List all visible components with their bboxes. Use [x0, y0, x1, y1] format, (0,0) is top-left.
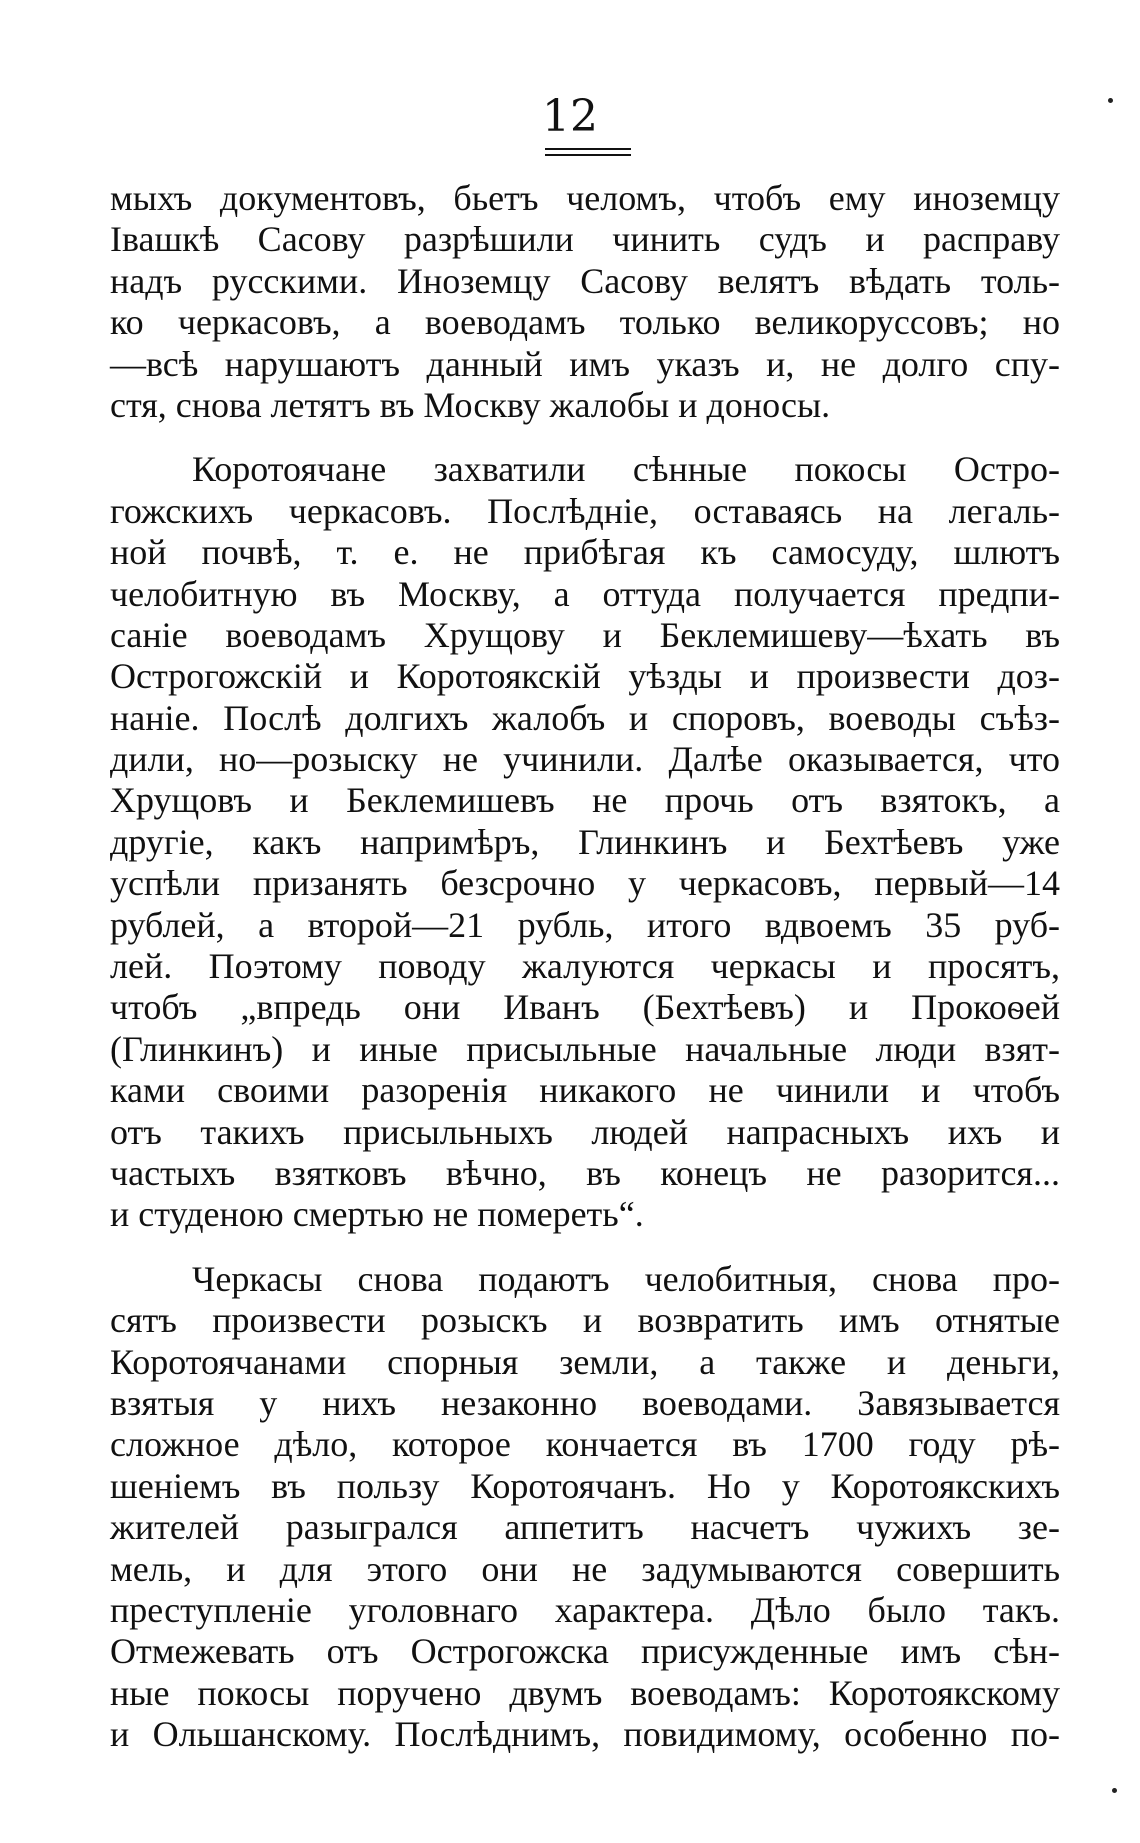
- text-line: —всѣ нарушаютъ данный имъ указъ и, не долго спу-: [110, 343, 1060, 384]
- text-line: стя, снова летятъ въ Москву жалобы и доносы.: [110, 384, 831, 425]
- text-line: Отмежевать отъ Острогожска присужденные имъ сѣн-: [110, 1631, 1060, 1672]
- text-line: преступленіе уголовнаго характера. Дѣло было такъ.: [110, 1589, 1060, 1630]
- text-line: гожскихъ черкасовъ. Послѣдніе, оставаясь на легаль-: [110, 490, 1060, 531]
- text-line: жителей разыгрался аппетитъ насчетъ чужихъ зе-: [110, 1507, 1060, 1548]
- print-speck: [1112, 1788, 1117, 1793]
- text-line: дили, но—розыску не учинили. Далѣе оказывается, что: [110, 739, 1060, 780]
- text-line: надъ русскими. Иноземцу Сасову велятъ вѣдать толь-: [110, 260, 1060, 301]
- text-line: ко черкасовъ, а воеводамъ только великоруссовъ; но: [110, 302, 1060, 343]
- text-line: частыхъ взятковъ вѣчно, въ конецъ не разорится...: [110, 1152, 1060, 1193]
- text-line: Черкасы снова подаютъ челобитныя, снова про-: [192, 1258, 1060, 1299]
- text-line: сложное дѣло, которое кончается въ 1700 году рѣ-: [110, 1424, 1060, 1465]
- text-line: лей. Поэтому поводу жалуются черкасы и просятъ,: [110, 946, 1060, 987]
- paragraph: [110, 1259, 1060, 1756]
- text-line: рублей, а второй—21 рубль, итого вдвоемъ 35 руб-: [110, 904, 1060, 945]
- text-line: другіе, какъ напримѣръ, Глинкинъ и Бехтѣевъ уже: [110, 821, 1060, 862]
- text-line: ками своими разоренія никакого не чинили и чтобъ: [110, 1070, 1060, 1111]
- text-line: Івашкѣ Сасову разрѣшили чинить судъ и расправу: [110, 219, 1060, 260]
- text-line: и студеною смертью не помереть“.: [110, 1194, 644, 1235]
- text-line: сятъ произвести розыскъ и возвратить имъ отнятые: [110, 1300, 1060, 1341]
- text-line: ной почвѣ, т. е. не прибѣгая къ самосуду, шлютъ: [110, 532, 1060, 573]
- paragraph: [110, 449, 1060, 1235]
- text-line: Коротоячанами спорныя земли, а также и деньги,: [110, 1341, 1060, 1382]
- page-number: 12: [542, 91, 598, 142]
- text-line: успѣли призанять безсрочно у черкасовъ, первый—14: [110, 863, 1060, 904]
- paragraph: [110, 178, 1060, 426]
- text-line: отъ такихъ присыльныхъ людей напрасныхъ ихъ и: [110, 1111, 1060, 1152]
- text-line: саніе воеводамъ Хрущову и Беклемишеву—ѣхать въ: [110, 614, 1060, 655]
- text-line: чтобъ „впредь они Иванъ (Бехтѣевъ) и Прокоѳей: [110, 987, 1060, 1028]
- text-line: мель, и для этого они не задумываются совершить: [110, 1548, 1060, 1589]
- text-line: ные покосы поручено двумъ воеводамъ: Коротоякскому: [110, 1672, 1060, 1713]
- text-line: Острогожскій и Коротоякскій уѣзды и произвести доз-: [110, 656, 1060, 697]
- text-line: и Ольшанскому. Послѣднимъ, повидимому, особенно по-: [110, 1714, 1060, 1755]
- text-line: челобитную въ Москву, а оттуда получается предпи-: [110, 573, 1060, 614]
- text-line: взятыя у нихъ незаконно воеводами. Завязывается: [110, 1382, 1060, 1423]
- text-line: шеніемъ въ пользу Коротоячанъ. Но у Коротоякскихъ: [110, 1465, 1060, 1506]
- page-number-rule: [545, 148, 631, 150]
- page-number-rule-double: [545, 154, 631, 156]
- text-line: мыхъ документовъ, бьетъ челомъ, чтобъ ему иноземцу: [110, 178, 1060, 218]
- text-line: Хрущовъ и Беклемишевъ не прочь отъ взятокъ, а: [110, 780, 1060, 821]
- print-speck: [1108, 98, 1113, 103]
- text-line: Коротоячане захватили сѣнные покосы Остро-: [192, 449, 1060, 490]
- text-line: наніе. Послѣ долгихъ жалобъ и споровъ, воеводы съѣз-: [110, 697, 1060, 738]
- body-text: [110, 178, 1060, 1755]
- text-line: (Глинкинъ) и иные присыльные начальные люди взят-: [110, 1028, 1060, 1069]
